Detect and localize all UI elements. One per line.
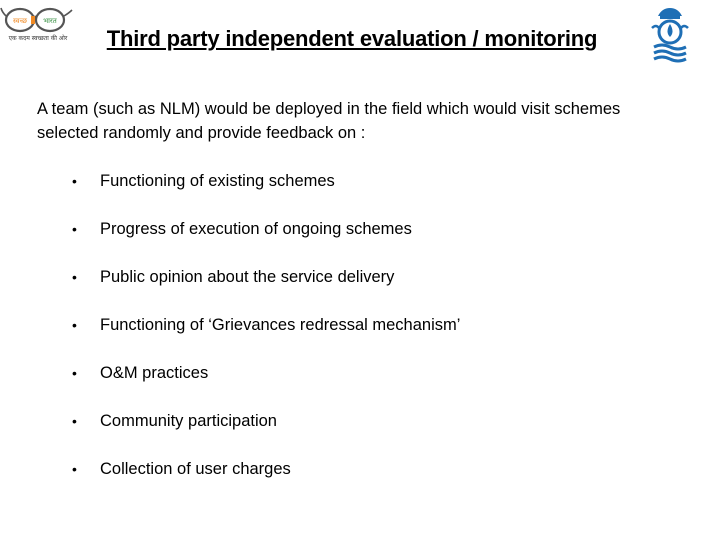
list-item-text: O&M practices: [100, 364, 209, 382]
list-item: [72, 265, 460, 313]
logo-hindi-right: भारत: [43, 17, 57, 25]
list-item-text: Community participation: [100, 412, 277, 430]
list-item-text: Functioning of ‘Grievances redressal mechanism’: [100, 316, 461, 334]
list-item: [72, 313, 460, 361]
list-item: [72, 361, 460, 409]
logo-tagline: एक कदम स्वच्छता की ओर: [8, 35, 68, 42]
list-item-text: Progress of execution of ongoing schemes: [100, 220, 412, 238]
bullet-icon: •: [72, 173, 77, 189]
logo-hindi-left: स्वच्छ: [12, 17, 28, 25]
bullet-list: [72, 169, 460, 505]
bullet-icon: •: [72, 365, 77, 381]
list-item-text: Collection of user charges: [100, 460, 291, 478]
bullet-icon: •: [72, 269, 77, 285]
bullet-icon: •: [72, 317, 77, 333]
list-item: [72, 409, 460, 457]
list-item-text: Public opinion about the service delivery: [100, 268, 395, 286]
list-item-text: Functioning of existing schemes: [100, 172, 335, 190]
slide-title: Third party independent evaluation / monitoring: [106, 26, 598, 51]
bullet-icon: •: [72, 221, 77, 237]
intro-paragraph: A team (such as NLM) would be deployed in the field which would visit schemes selected randomly and provide feedback on :: [37, 100, 621, 142]
list-item: [72, 169, 460, 217]
bullet-icon: •: [72, 413, 77, 429]
ministry-emblem-icon: [648, 6, 692, 64]
bullet-icon: •: [72, 461, 77, 477]
list-item: [72, 457, 460, 505]
list-item: [72, 217, 460, 265]
